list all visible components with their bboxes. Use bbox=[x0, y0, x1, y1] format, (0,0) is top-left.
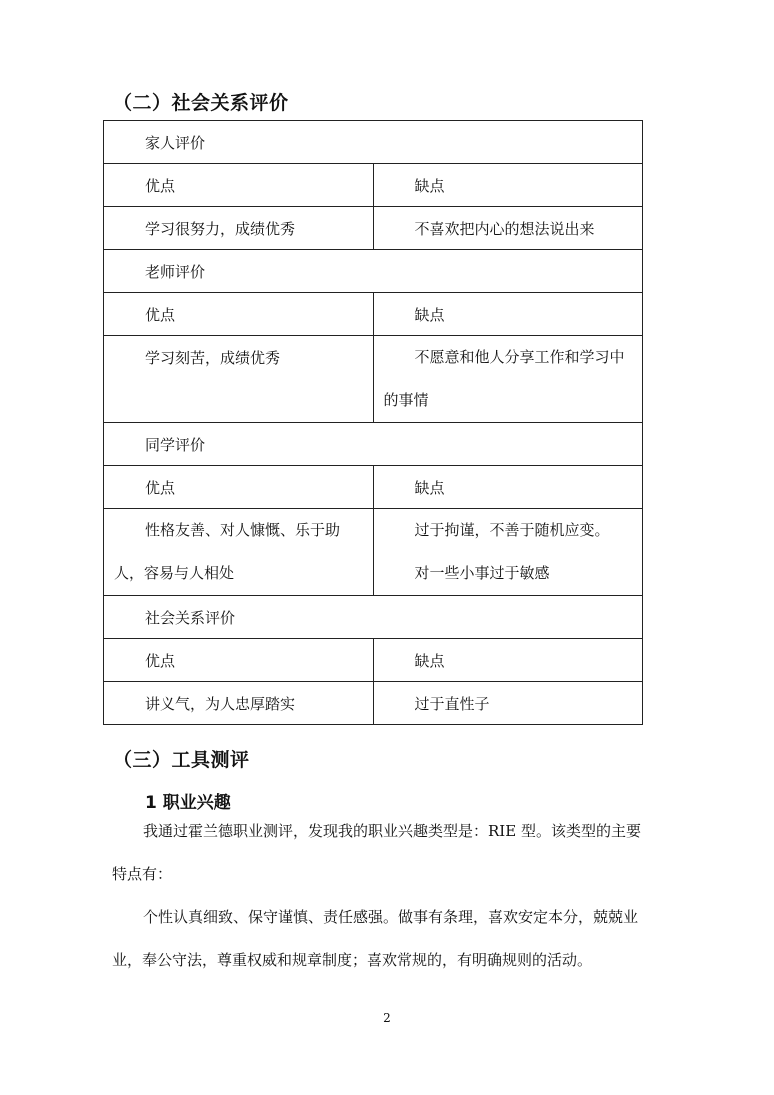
pros-label: 优点 bbox=[145, 652, 176, 670]
social-pros: 讲义气，为人忠厚踏实 bbox=[145, 695, 296, 713]
table-row bbox=[104, 250, 643, 293]
section-title-social-evaluation: （二）社会关系评价 bbox=[113, 92, 289, 114]
family-pros: 学习很努力，成绩优秀 bbox=[145, 220, 296, 238]
table-row bbox=[104, 596, 643, 639]
classmate-cons-line-2: 对一些小事过于敏感 bbox=[414, 564, 550, 582]
table-row bbox=[104, 336, 643, 423]
table-row bbox=[104, 164, 643, 207]
social-heading: 社会关系评价 bbox=[145, 609, 236, 627]
cons-label: 缺点 bbox=[414, 177, 445, 195]
section-title-tool-assessment: （三）工具测评 bbox=[113, 749, 250, 771]
cons-label: 缺点 bbox=[414, 652, 445, 670]
table-row bbox=[104, 207, 643, 250]
family-cons: 不喜欢把内心的想法说出来 bbox=[414, 220, 595, 238]
table-row bbox=[104, 682, 643, 725]
teacher-heading: 老师评价 bbox=[145, 263, 206, 281]
pros-label: 优点 bbox=[145, 479, 176, 497]
family-heading: 家人评价 bbox=[145, 134, 206, 152]
teacher-cons: 不愿意和他人分享工作和学习中的事情 bbox=[383, 348, 625, 409]
classmate-cons-line-1: 过于拘谨，不善于随机应变。 bbox=[414, 521, 610, 539]
pros-label: 优点 bbox=[145, 306, 176, 324]
social-evaluation-table bbox=[103, 120, 643, 725]
classmate-pros: 性格友善、对人慷慨、乐于助人，容易与人相处 bbox=[114, 521, 341, 582]
table-row bbox=[104, 121, 643, 164]
paragraph-personality-traits: 个性认真细致、保守谨慎、责任感强。做事有条理，喜欢安定本分，兢兢业业，奉公守法，尊重权威和规章制度；喜欢常规的，有明确规则的活动。 bbox=[112, 908, 639, 969]
classmate-heading: 同学评价 bbox=[145, 436, 206, 454]
pros-label: 优点 bbox=[145, 177, 176, 195]
classmate-cons bbox=[374, 509, 643, 595]
cons-label: 缺点 bbox=[414, 479, 445, 497]
social-cons: 过于直性子 bbox=[414, 695, 490, 713]
paragraph-holland-result: 我通过霍兰德职业测评，发现我的职业兴趣类型是：RIE 型。该类型的主要特点有： bbox=[112, 822, 641, 883]
table-row bbox=[104, 466, 643, 509]
subsection-title-career-interest: 1 职业兴趣 bbox=[145, 793, 231, 813]
table-row bbox=[104, 423, 643, 466]
teacher-pros: 学习刻苦，成绩优秀 bbox=[145, 349, 281, 367]
page-number: 2 bbox=[383, 1011, 391, 1025]
table-row bbox=[104, 293, 643, 336]
table-row bbox=[104, 639, 643, 682]
cons-label: 缺点 bbox=[414, 306, 445, 324]
table-row bbox=[104, 509, 643, 596]
